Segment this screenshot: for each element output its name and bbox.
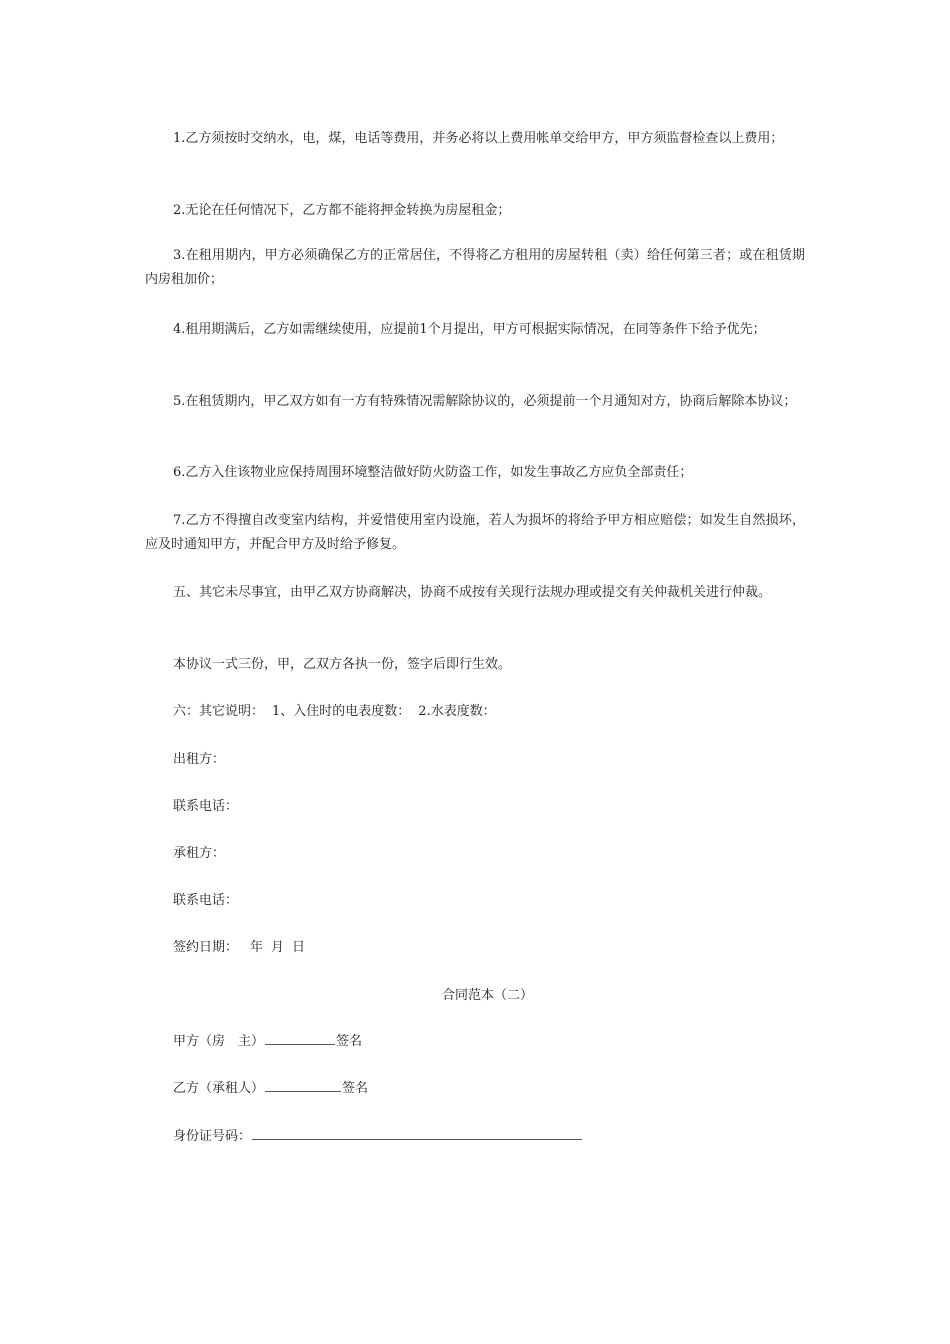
party-b-blank bbox=[265, 1079, 341, 1092]
clause-5: 5.在租赁期内，甲乙双方如有一方有特殊情况需解除协议的，必须提前一个月通知对方，协商后解除本协议； bbox=[173, 394, 797, 409]
party-b-sign-label: 签名 bbox=[342, 1081, 369, 1096]
sign-date-year: 年 bbox=[250, 940, 264, 955]
clause-2: 2.无论在任何情况下，乙方都不能将押金转换为房屋租金； bbox=[173, 203, 511, 218]
other-notes bbox=[173, 702, 496, 722]
party-a-line bbox=[173, 1032, 362, 1052]
sign-date-day: 日 bbox=[292, 940, 306, 955]
sign-date-label: 签约日期： bbox=[173, 940, 239, 955]
id-number-line bbox=[173, 1127, 583, 1147]
contract-2-title: 合同范本（二） bbox=[441, 988, 533, 1003]
lessor-phone-label: 联系电话： bbox=[173, 799, 239, 814]
party-b-label: 乙方（承租人） bbox=[173, 1081, 265, 1096]
lessor-label: 出租方： bbox=[173, 752, 226, 767]
party-b-line bbox=[173, 1079, 368, 1099]
clause-3: 3.在租用期内，甲方必须确保乙方的正常居住，不得将乙方租用的房屋转租（卖）给任何第三者；或在租赁期内房租加价； bbox=[145, 248, 805, 287]
clause-7: 7.乙方不得擅自改变室内结构，并爱惜使用室内设施，若人为损坏的将给予甲方相应赔偿；如发生自然损坏，应及时通知甲方，并配合甲方及时给予修复。 bbox=[145, 513, 805, 552]
party-a-sign-label: 签名 bbox=[336, 1034, 363, 1049]
clause-1: 1.乙方须按时交纳水，电，煤，电话等费用，并务必将以上费用帐单交给甲方，甲方须监督检查以上费用； bbox=[173, 131, 784, 146]
clause-6: 6.乙方入住该物业应保持周围环境整洁做好防火防盗工作，如发生事故乙方应负全部责任； bbox=[173, 465, 693, 480]
id-number-blank bbox=[252, 1127, 582, 1140]
sign-date bbox=[173, 938, 305, 958]
lessee-label: 承租方： bbox=[173, 846, 226, 861]
id-number-label: 身份证号码： bbox=[173, 1129, 252, 1144]
electric-meter-reading: 1、入住时的电表度数： bbox=[272, 704, 411, 719]
copies-statement: 本协议一式三份，甲，乙双方各执一份，签字后即行生效。 bbox=[173, 657, 512, 672]
lessee-phone-label: 联系电话： bbox=[173, 893, 239, 908]
sign-date-month: 月 bbox=[271, 940, 285, 955]
party-a-label: 甲方（房 主） bbox=[173, 1034, 265, 1049]
clause-4: 4.租用期满后，乙方如需继续使用，应提前1个月提出，甲方可根据实际情况，在同等条件下给予优先； bbox=[173, 322, 766, 337]
section-5-paragraph: 五、其它未尽事宜，由甲乙双方协商解决，协商不成按有关现行法规办理或提交有关仲裁机关进行仲裁。 bbox=[173, 585, 772, 600]
party-a-blank bbox=[265, 1032, 335, 1045]
water-meter-reading: 2.水表度数： bbox=[418, 704, 496, 719]
other-notes-label: 六：其它说明： bbox=[173, 704, 265, 719]
